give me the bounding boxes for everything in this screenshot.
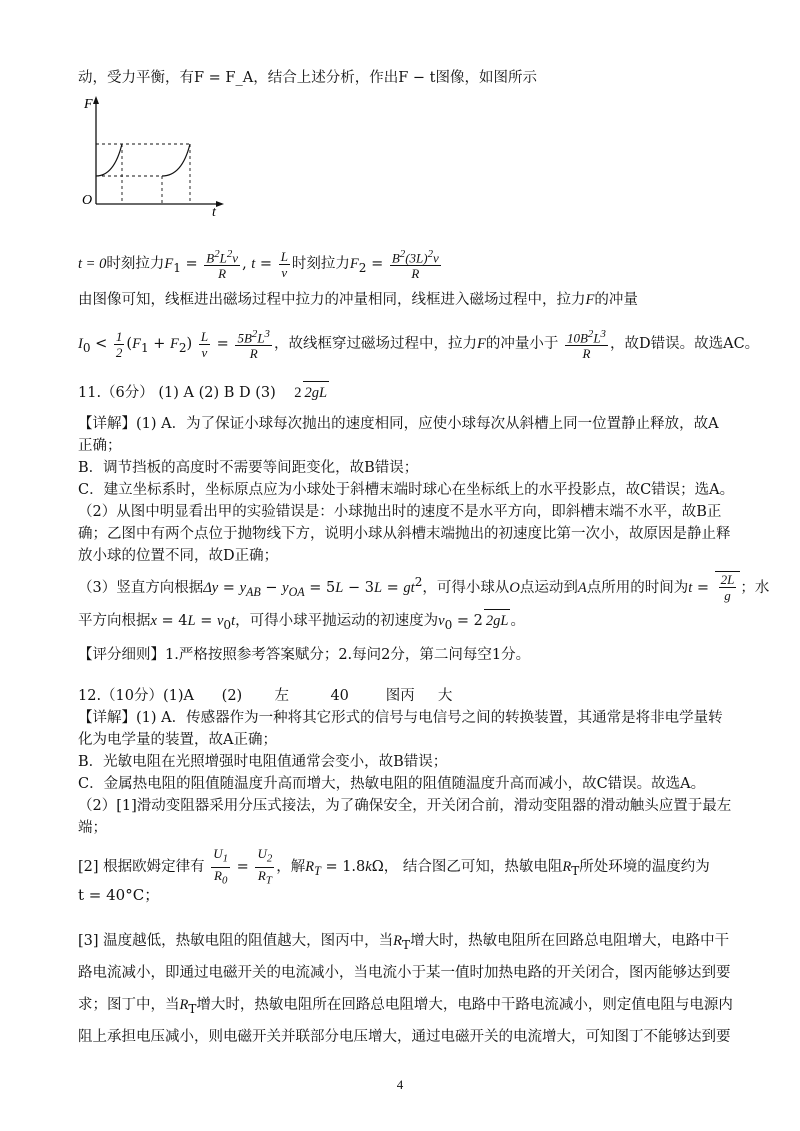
q12-detail-2c: [2] 根据欧姆定律有 $\frac{U_1}{R_0}$ = $\frac{U_2}{R_T}$ ，解$R_T = 1.8k\Omega$， 结合图乙可知，热敏电阻$R_T$所处环境的温度约为: [78, 846, 710, 887]
q11-scoring: 【评分细则】1.严格按照参考答案赋分；2.每问2分，第二问每空1分。: [78, 647, 531, 663]
q12-detail-1d: C．金属热电阻的阻值随温度升高而增大，热敏电阻的阻值随温度升高而减小，故C错误。故选A。: [78, 776, 706, 792]
q11-detail-3b: 平方向根据$x = 4L = v_0t$，可得小球平抛运动的初速度为$v_0 = 2$ 2gL 。: [78, 609, 728, 636]
q11-detail-2a: （2）从图中明显看出甲的实验错误是：小球抛出时的速度不是水平方向，即斜槽末端不水平，故B正: [78, 504, 722, 520]
x-axis-arrow: [216, 201, 224, 207]
q12-detail-3a: [3] 温度越低，热敏电阻的阻值越大，图丙中，当$R_T$增大时，热敏电阻所在回路总电阻增大，电路中干: [78, 933, 730, 952]
q11-detail-1b: 正确；: [78, 438, 122, 454]
q11-detail-1c: B．调节挡板的高度时不需要等间距变化，故B错误；: [78, 460, 419, 476]
q12-detail-2a: （2）[1]滑动变阻器采用分压式接法，为了确保安全，开关闭合前，滑动变阻器的滑动触头应置于最左: [78, 798, 732, 814]
q12-detail-2b: 端；: [78, 820, 107, 836]
f-t-graph: [80, 92, 230, 222]
q11-detail-2b: 确；乙图中有两个点位于抛物线下方，说明小球从斜槽末端抛出的初速度比第一次小，故原因是静止释: [78, 526, 731, 542]
y-axis-label: F: [84, 97, 93, 112]
q11-detail-2c: 放小球的位置不同，故D正确；: [78, 548, 279, 564]
q11-detail-3: （3）竖直方向根据$\Delta y = y_{AB} - y_{OA} = 5L - 3L = gt^2$，可得小球从O点运动到A点所用的时间为t = $\frac{2L}{g}$ ；水: [78, 572, 770, 604]
x-axis-label: t: [212, 205, 216, 220]
force-line: t = 0时刻拉力$F_1$ = $\frac{B^2L^2v}{R}$ , t = $\frac{L}{v}$ 时刻拉力$F_2$ = $\frac{B^2(3L)^2v}{R}$: [78, 248, 439, 282]
impulse-inequality: $I_0$ < $\frac{1}{2}$ $(F_1 + F_2)$ $\frac{L}{v}$ = $\frac{5B^2L^3}{R}$ ，故线框穿过磁场过程中，拉力F的冲量小于 $\frac{10B^2L^3}{R}$ ，故D错误。故选AC。: [78, 328, 760, 362]
q12-detail-3c: 求；图丁中，当$R_T$增大时，热敏电阻所在回路总电阻增大，电路中干路电流减小，则定值电阻与电源内: [78, 997, 733, 1016]
q11-detail-1a: 【详解】(1) A．为了保证小球每次抛出的速度相同，应使小球每次从斜槽上同一位置静止释放，故A: [78, 416, 719, 432]
q11-detail-1d: C．建立坐标系时，坐标原点应为小球处于斜槽末端时球心在坐标纸上的水平投影点，故C错误；选A。: [78, 482, 735, 498]
q12-detail-1a: 【详解】(1) A．传感器作为一种将其它形式的信号与电信号之间的转换装置，其通常是将非电学量转: [78, 710, 723, 726]
q12-detail-1b: 化为电学量的装置，故A正确；: [78, 732, 277, 748]
q11-header: 11.（6分） (1) A (2) B D (3) 2 2gL: [78, 381, 728, 404]
origin-label: O: [82, 193, 93, 208]
q12-temperature: t = 40°C；: [78, 886, 160, 904]
q12-detail-1c: B．光敏电阻在光照增强时电阻值通常会变小，故B错误；: [78, 754, 448, 770]
y-axis-arrow: [93, 96, 99, 104]
curve-enter: [96, 144, 122, 176]
impulse-intro: 由图像可知，线框进出磁场过程中拉力的冲量相同，线框进入磁场过程中，拉力F的冲量: [78, 292, 638, 308]
intro-line: 动，受力平衡，有F = F_A，结合上述分析，作出F − t图像，如图所示: [78, 70, 537, 86]
q12-header: 12.（10分）(1)A (2) 左 40 图丙 大: [78, 688, 453, 704]
curve-exit: [162, 144, 190, 176]
q12-detail-3d: 阻上承担电压减小，则电磁开关并联部分电压增大，通过电磁开关的电流增大，可知图丁不能够达到要: [78, 1029, 731, 1045]
q12-detail-3b: 路电流减小，即通过电磁开关的电流减小，当电流小于某一值时加热电路的开关闭合，图丙能够达到要: [78, 965, 731, 981]
page-number: 4: [396, 1077, 404, 1092]
